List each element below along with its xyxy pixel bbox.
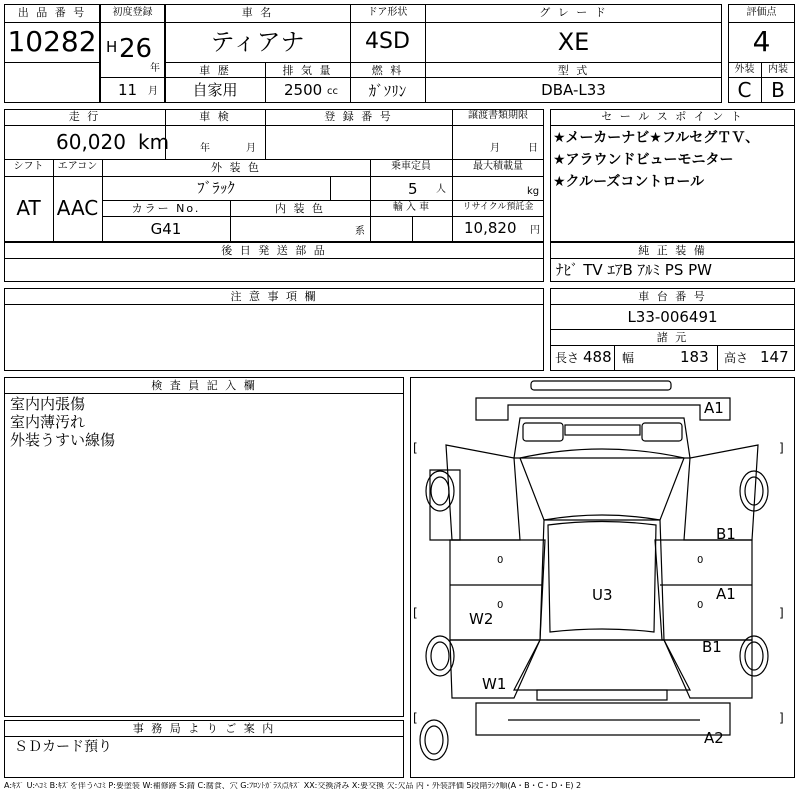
length-label: 長さ [555, 351, 580, 365]
color-number-label: カラー No. [131, 202, 201, 215]
recycle-unit: 円 [530, 225, 540, 236]
transfer-day-unit: 日 [528, 143, 538, 154]
lot-number: 10282 [7, 25, 97, 58]
registration-month: 11 [118, 81, 138, 99]
car-name: ティアナ [210, 28, 305, 56]
score-label: 評価点 [746, 7, 777, 18]
score: 4 [752, 25, 771, 58]
svg-text:[: [ [413, 441, 418, 455]
aircon: AAC [56, 196, 99, 220]
svg-text:]: ] [779, 441, 784, 455]
svg-text:]: ] [779, 711, 784, 725]
recycle-label: リサイクル預託金 [462, 202, 534, 212]
inspector-note: 外装うすい線傷 [10, 431, 116, 449]
fuel: ｶﾞｿﾘﾝ [368, 82, 407, 100]
lot-number-label: 出 品 番 号 [17, 6, 87, 19]
capacity-label: 乗車定員 [391, 161, 431, 172]
svg-text:0: 0 [497, 600, 504, 611]
interior-label: 内装 [768, 64, 788, 75]
later-parts-label: 後 日 発 送 部 品 [221, 244, 327, 257]
inspector-note: 室内内張傷 [10, 395, 86, 413]
exterior-color: ﾌﾞﾗｯｸ [197, 179, 235, 197]
chassis-number: L33-006491 [627, 308, 718, 326]
grade-label: グ レ ー ド [539, 6, 608, 19]
width-label: 幅 [622, 351, 635, 365]
damage-mark: U3 [592, 586, 613, 604]
shift-label: シフト [13, 161, 44, 172]
svg-text:[: [ [413, 711, 418, 725]
length: 488 [583, 348, 612, 366]
displacement-label: 排 気 量 [282, 64, 333, 77]
history-label: 車 歴 [199, 64, 231, 77]
model-label: 型 式 [557, 64, 590, 77]
grade: XE [557, 28, 590, 56]
max-load-label: 最大積載量 [473, 161, 523, 172]
office-label: 事 務 局 よ り ご 案 内 [132, 722, 276, 735]
width: 183 [680, 348, 709, 366]
first-registration-label: 初度登録 [112, 7, 153, 18]
inspection-label: 車 検 [199, 110, 231, 123]
svg-text:]: ] [779, 606, 784, 620]
max-load-unit: kg [527, 186, 540, 197]
damage-mark: B1 [716, 525, 736, 543]
color-number: G41 [150, 220, 182, 238]
transfer-deadline-label: 譲渡書類期限 [468, 110, 528, 121]
damage-mark: A1 [704, 399, 724, 417]
exterior-color-label: 外 装 色 [211, 161, 261, 174]
recycle-fee: 10,820 [464, 219, 517, 237]
aircon-label: エアコン [57, 161, 98, 172]
model: DBA-L33 [541, 81, 606, 99]
interior-grade: B [771, 78, 785, 102]
fuel-label: 燃 料 [371, 64, 404, 77]
history: 自家用 [192, 81, 238, 99]
interior-color-label: 内 装 色 [275, 202, 325, 215]
svg-text:[: [ [413, 606, 418, 620]
spec-label: 諸 元 [656, 331, 689, 344]
mileage-unit: km [138, 130, 170, 154]
door-type: 4SD [365, 29, 410, 54]
door-label: ドア形状 [367, 7, 408, 18]
legend: A:ｷｽﾞ U:ﾍｺﾐ B:ｷｽﾞを伴うﾍｺﾐ P:要塗装 W:補修跡 S:錆 C:腐食、穴 G:ﾌﾛﾝﾄｶﾞﾗｽ点ｷｽﾞ XX:交換済み X:要交換 欠:欠品 内・外装評価 5段階ﾗﾝｸ順(A・B・C・D・E) 2 [4, 782, 582, 790]
svg-text:0: 0 [497, 555, 504, 566]
exterior-grade: C [737, 78, 752, 102]
svg-text:0: 0 [697, 555, 704, 566]
mileage-label: 走 行 [68, 110, 101, 123]
exterior-label: 外装 [734, 64, 755, 75]
interior-color-unit: 系 [355, 226, 365, 237]
damage-mark: A2 [704, 729, 724, 747]
era: H [106, 38, 118, 56]
capacity: 5 [408, 180, 418, 198]
svg-text:0: 0 [697, 600, 704, 611]
equipment-label: 純 正 装 備 [638, 244, 707, 257]
office-text: ＳＤカード預り [14, 739, 112, 755]
height-label: 高さ [724, 351, 749, 365]
registration-number-label: 登 録 番 号 [324, 110, 393, 123]
year-unit: 年 [150, 63, 160, 74]
sales-points-label: セ ー ル ス ポ イ ン ト [601, 110, 744, 123]
height: 147 [760, 348, 789, 366]
damage-mark: W2 [469, 610, 494, 628]
damage-mark: W1 [482, 675, 507, 693]
inspection-year-unit: 年 [200, 143, 210, 154]
shift: AT [16, 196, 41, 220]
inspector-label: 検 査 員 記 入 欄 [151, 379, 257, 392]
notes-label: 注 意 事 項 欄 [230, 290, 318, 303]
damage-mark: B1 [702, 638, 722, 656]
import-label: 輸 入 車 [392, 202, 430, 213]
registration-year: 26 [119, 34, 153, 64]
displacement-unit: cc [327, 86, 338, 97]
inspector-note: 室内薄汚れ [10, 413, 86, 431]
sales-point-line: ★クルーズコントロール [553, 174, 705, 190]
displacement: 2500 [284, 81, 323, 99]
equipment-value: ﾅﾋﾞ TV ｴｱB ｱﾙﾐ PS PW [556, 261, 712, 279]
damage-mark: A1 [716, 585, 736, 603]
car-name-label: 車 名 [241, 6, 274, 19]
sales-point-line: ★アラウンドビューモニター [553, 152, 734, 168]
mileage: 60,020 [56, 130, 126, 154]
month-unit: 月 [148, 86, 158, 97]
sales-point-line: ★メーカーナビ★フルセグＴＶ、 [553, 130, 760, 146]
transfer-month-unit: 月 [490, 143, 500, 154]
capacity-unit: 人 [436, 184, 446, 195]
inspection-month-unit: 月 [246, 143, 256, 154]
chassis-label: 車 台 番 号 [638, 290, 707, 303]
